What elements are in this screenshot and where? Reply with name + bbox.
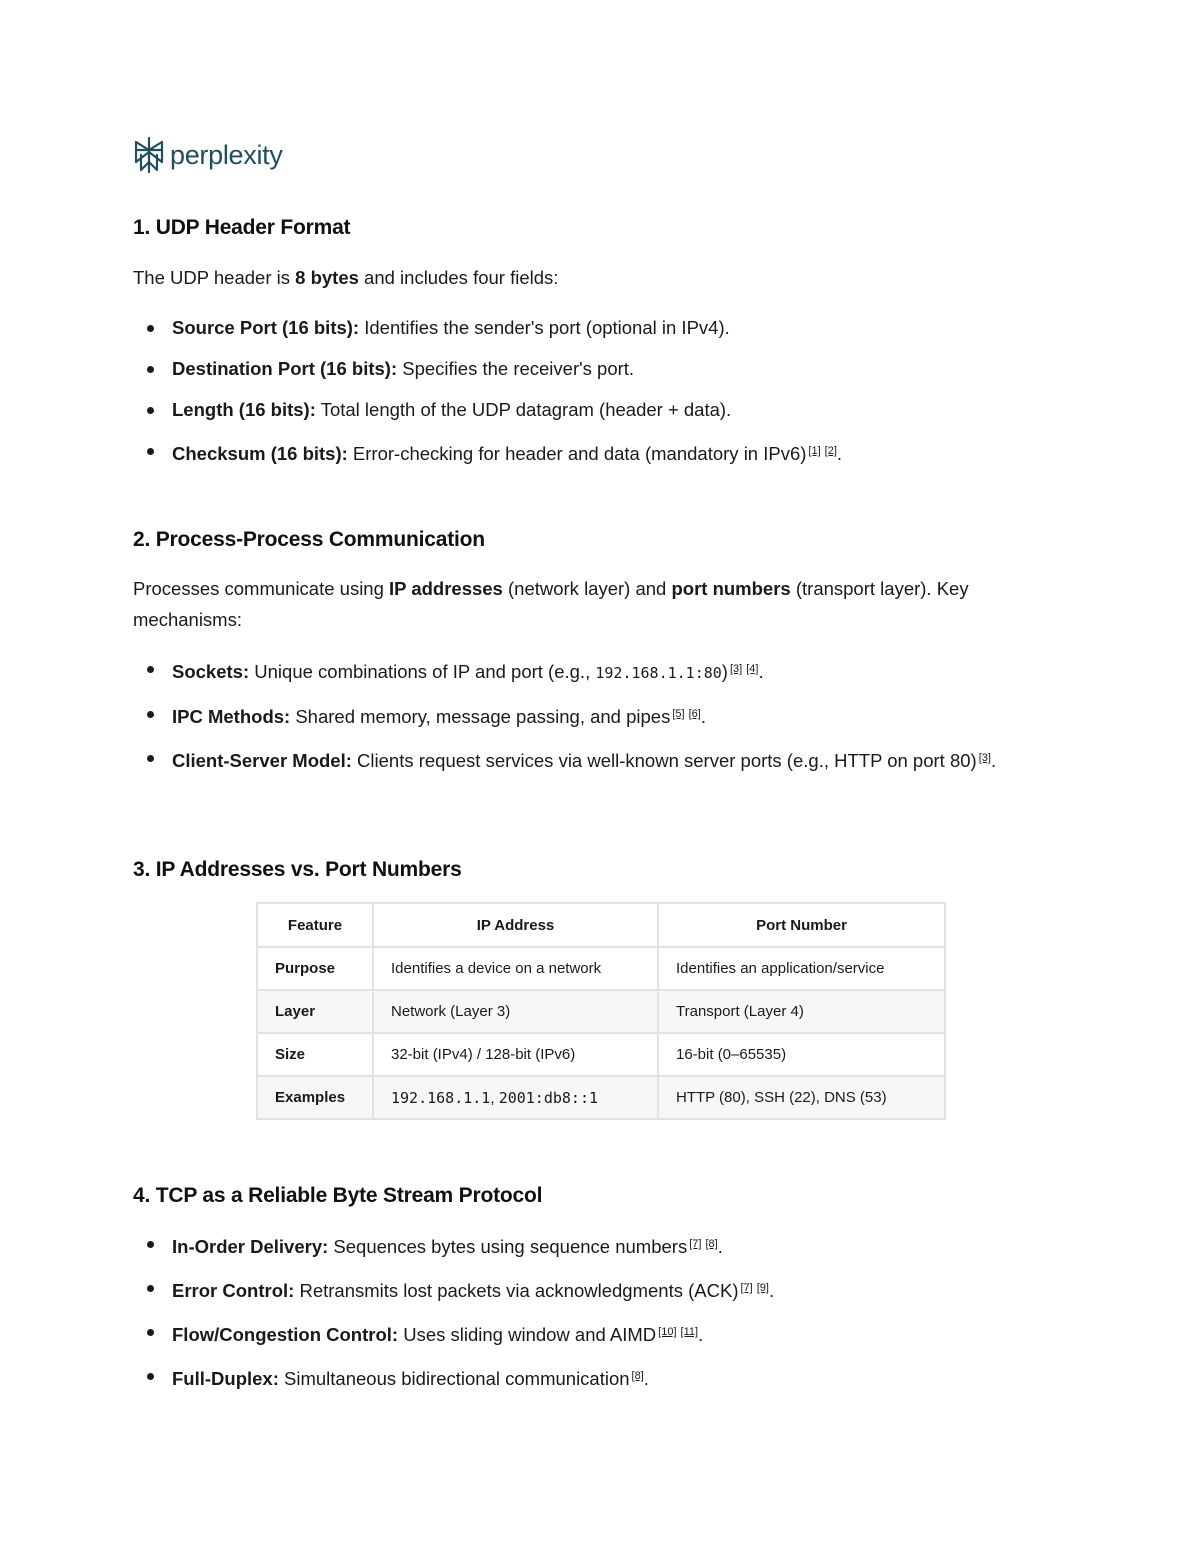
citation-link[interactable]: [1] bbox=[808, 445, 821, 457]
list-item-text: Uses sliding window and AIMD bbox=[398, 1324, 657, 1345]
list-item-text: Total length of the UDP datagram (header + data). bbox=[315, 399, 732, 420]
citation-link[interactable]: [4] bbox=[746, 663, 759, 675]
table-header-cell: Feature bbox=[257, 903, 373, 947]
inline-code: 192.168.1.1:80 bbox=[595, 664, 722, 682]
intro-bold: 8 bytes bbox=[295, 267, 359, 288]
citation-link[interactable]: [8] bbox=[631, 1370, 644, 1382]
table-cell: Identifies a device on a network bbox=[373, 947, 658, 990]
table-cell: 32-bit (IPv4) / 128-bit (IPv6) bbox=[373, 1033, 658, 1076]
list-item-text: Clients request services via well-known server ports (e.g., HTTP on port 80) bbox=[351, 750, 977, 771]
list-item-text: Sequences bytes using sequence numbers bbox=[328, 1236, 688, 1257]
citation-link[interactable]: [3] bbox=[978, 752, 991, 764]
citation-link[interactable]: [6] bbox=[688, 708, 701, 720]
table-cell: Transport (Layer 4) bbox=[658, 990, 945, 1033]
list-item-term: Destination Port (16 bits): bbox=[172, 358, 398, 379]
udp-fields-list bbox=[133, 313, 1053, 469]
intro-text: The UDP header is bbox=[133, 267, 296, 288]
citation-link[interactable]: [10] bbox=[658, 1326, 677, 1338]
citation-link[interactable]: [3] bbox=[729, 663, 743, 675]
table-header-cell: IP Address bbox=[373, 903, 658, 947]
table-cell: Identifies an application/service bbox=[658, 947, 945, 990]
list-item-term: Checksum (16 bits): bbox=[172, 443, 348, 464]
list-item bbox=[133, 313, 1053, 343]
table-cell: 16-bit (0–65535) bbox=[658, 1033, 945, 1076]
table-cell: Size bbox=[257, 1033, 373, 1076]
list-item-term: Full-Duplex: bbox=[172, 1368, 279, 1389]
citation-link[interactable]: [2] bbox=[824, 445, 837, 457]
inline-code: 192.168.1.1 bbox=[391, 1088, 491, 1107]
citation-link[interactable]: [7] bbox=[689, 1238, 702, 1250]
list-item-term: Source Port (16 bits): bbox=[172, 317, 360, 338]
citation-link[interactable]: [7] bbox=[740, 1282, 753, 1294]
table-cell: Network (Layer 3) bbox=[373, 990, 658, 1033]
intro-bold: port numbers bbox=[671, 578, 791, 599]
list-item-text: Specifies the receiver's port. bbox=[397, 358, 635, 379]
section-intro-udp bbox=[133, 262, 1073, 293]
section-heading-udp-header: 1. UDP Header Format bbox=[133, 216, 351, 239]
list-item: IPC Methods: Shared memory, message passing, and pipes [5] [6]. bbox=[133, 699, 1053, 732]
perplexity-logo-icon bbox=[133, 136, 165, 174]
logo-wordmark: perplexity bbox=[170, 139, 283, 170]
list-item-term: In-Order Delivery: bbox=[172, 1236, 329, 1257]
table-row bbox=[257, 1033, 945, 1076]
table-cell: Examples bbox=[257, 1076, 373, 1119]
list-item-term: Flow/Congestion Control: bbox=[172, 1324, 399, 1345]
table-row bbox=[257, 1076, 945, 1119]
intro-text: (transport layer). Key mechanisms: bbox=[133, 578, 969, 630]
table-header-row bbox=[257, 903, 945, 947]
citation-link[interactable]: [8] bbox=[705, 1238, 718, 1250]
list-item-text: Error-checking for header and data (mandatory in IPv6) bbox=[347, 443, 807, 464]
list-item-text: Shared memory, message passing, and pipes bbox=[290, 706, 671, 727]
table-cell: Layer bbox=[257, 990, 373, 1033]
inline-code: 2001:db8::1 bbox=[498, 1088, 599, 1107]
process-mechanisms-list bbox=[133, 654, 1053, 776]
table-cell-examples-ip: 192.168.1.1, 2001:db8::1 bbox=[373, 1076, 658, 1119]
citation-link[interactable]: [9] bbox=[756, 1282, 769, 1294]
table-row bbox=[257, 947, 945, 990]
list-item: Checksum (16 bits): Error-checking for header and data (mandatory in IPv6) [1] [2]. bbox=[133, 436, 1053, 469]
section-intro-process bbox=[133, 573, 1073, 635]
section-heading-process-communication: 2. Process-Process Communication bbox=[133, 528, 485, 551]
intro-text: and includes four fields: bbox=[358, 267, 559, 288]
section-heading-ip-vs-port: 3. IP Addresses vs. Port Numbers bbox=[133, 858, 462, 881]
list-item: Full-Duplex: Simultaneous bidirectional communication [8]. bbox=[133, 1361, 1053, 1394]
list-item: Flow/Congestion Control: Uses sliding window and AIMD [10] [11]. bbox=[133, 1317, 1053, 1350]
intro-text: Processes communicate using bbox=[133, 578, 390, 599]
list-item-term: Error Control: bbox=[172, 1280, 295, 1301]
intro-text: (network layer) and bbox=[502, 578, 672, 599]
section-heading-tcp: 4. TCP as a Reliable Byte Stream Protocol bbox=[133, 1184, 543, 1207]
list-item-text: Simultaneous bidirectional communication bbox=[278, 1368, 630, 1389]
table-cell: HTTP (80), SSH (22), DNS (53) bbox=[658, 1076, 945, 1119]
list-item-term: Length (16 bits): bbox=[172, 399, 316, 420]
list-item bbox=[133, 354, 1053, 384]
comparison-table bbox=[256, 902, 946, 1120]
list-item-text: Retransmits lost packets via acknowledgments (ACK) bbox=[294, 1280, 739, 1301]
table-cell: Purpose bbox=[257, 947, 373, 990]
list-item-text: Identifies the sender's port (optional in IPv4). bbox=[359, 317, 730, 338]
perplexity-logo bbox=[133, 136, 283, 174]
list-item: In-Order Delivery: Sequences bytes using sequence numbers [7] [8]. bbox=[133, 1229, 1053, 1262]
table-header-cell: Port Number bbox=[658, 903, 945, 947]
table-row bbox=[257, 990, 945, 1033]
list-item-text: ) bbox=[721, 661, 728, 682]
intro-bold: IP addresses bbox=[389, 578, 503, 599]
list-item bbox=[133, 395, 1053, 425]
tcp-features-list bbox=[133, 1229, 1053, 1394]
list-item: Sockets: Unique combinations of IP and port (e.g., 192.168.1.1:80) [3] [4]. bbox=[133, 654, 1053, 688]
list-item: Client-Server Model: Clients request services via well-known server ports (e.g., HTTP on port 80) [3]. bbox=[133, 743, 1053, 776]
list-item-term: IPC Methods: bbox=[172, 706, 291, 727]
list-item-term: Sockets: bbox=[172, 661, 250, 682]
citation-link[interactable]: [5] bbox=[672, 708, 685, 720]
list-item-text: Unique combinations of IP and port (e.g., bbox=[249, 661, 596, 682]
citation-link[interactable]: [11] bbox=[680, 1326, 699, 1338]
list-item: Error Control: Retransmits lost packets via acknowledgments (ACK) [7] [9]. bbox=[133, 1273, 1053, 1306]
list-item-term: Client-Server Model: bbox=[172, 750, 352, 771]
